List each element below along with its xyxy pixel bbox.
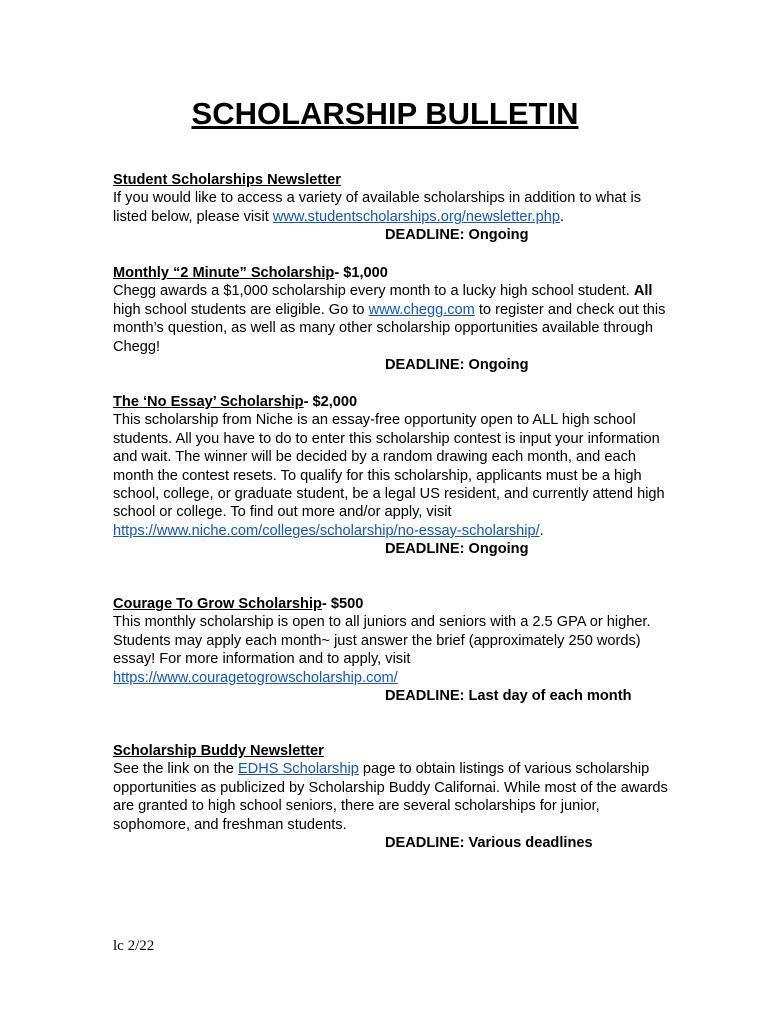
section-heading: Monthly “2 Minute” Scholarship (113, 265, 335, 281)
scholarship-section (113, 595, 673, 705)
scholarship-section (113, 171, 673, 245)
section-amount: - $2,000 (303, 394, 358, 410)
section-amount: - $500 (321, 596, 364, 612)
section-heading: Student Scholarships Newsletter (113, 172, 341, 188)
scholarship-section (113, 393, 673, 559)
deadline-label: DEADLINE: Last day of each month (385, 688, 632, 705)
section-body: This monthly scholarship is open to all juniors and seniors with a 2.5 GPA or higher. Students may apply each month~ just answer the brief (approximately 250 words) essay! For more information and to apply, visit https://www.couragetogrowscholarship.com/ (113, 614, 651, 686)
section-heading: The ‘No Essay’ Scholarship (113, 394, 304, 410)
section-heading: Scholarship Buddy Newsletter (113, 743, 324, 759)
section-body: If you would like to access a variety of available scholarships in addition to what is listed below, please visit www.studentscholarships.org/newsletter.php. (113, 190, 642, 225)
scholarship-section (113, 264, 673, 374)
section-heading: Courage To Grow Scholarship (113, 596, 322, 612)
scholarship-section (113, 742, 673, 852)
section-body: This scholarship from Niche is an essay-free opportunity open to ALL high school students. All you have to do to enter this scholarship contest is input your information and wait. The winner will be decided by a random drawing each month, and each month the contest resets. To qualify for this scholarship, applicants must be a high school, college, or graduate student, be a legal US resident, and currently attend high school or college. To find out more and/or apply, visit https://www.niche.com/colleges/scholarship/no-essay-scholarship/. (113, 412, 665, 539)
section-body: Chegg awards a $1,000 scholarship every month to a lucky high school student. All high school students are eligible. Go to www.chegg.com to register and check out this month’s question, as well as many other scholarship opportunities available through Chegg! (113, 283, 666, 355)
niche-link[interactable]: https://www.niche.com/colleges/scholarship/no-essay-scholarship/ (113, 522, 540, 539)
deadline-label: DEADLINE: Various deadlines (385, 835, 593, 852)
newsletter-link[interactable]: www.studentscholarships.org/newsletter.php (272, 208, 560, 225)
edhs-scholarship-link[interactable]: EDHS Scholarship (237, 761, 359, 778)
deadline-label: DEADLINE: Ongoing (385, 357, 529, 374)
section-body: See the link on the EDHS Scholarship page to obtain listings of various scholarship opportunities as publicized by Scholarship Buddy Californai. While most of the awards are granted to high school seniors, there are several scholarships for junior, sophomore, and freshman students. (113, 761, 668, 833)
chegg-link[interactable]: www.chegg.com (368, 301, 475, 318)
courage-to-grow-link[interactable]: https://www.couragetogrowscholarship.com/ (113, 669, 398, 686)
page-title: SCHOLARSHIP BULLETIN (191, 96, 579, 131)
footer-note: lc 2/22 (113, 938, 155, 954)
deadline-label: DEADLINE: Ongoing (385, 227, 529, 244)
section-amount: - $1,000 (334, 265, 388, 281)
deadline-label: DEADLINE: Ongoing (385, 541, 529, 558)
